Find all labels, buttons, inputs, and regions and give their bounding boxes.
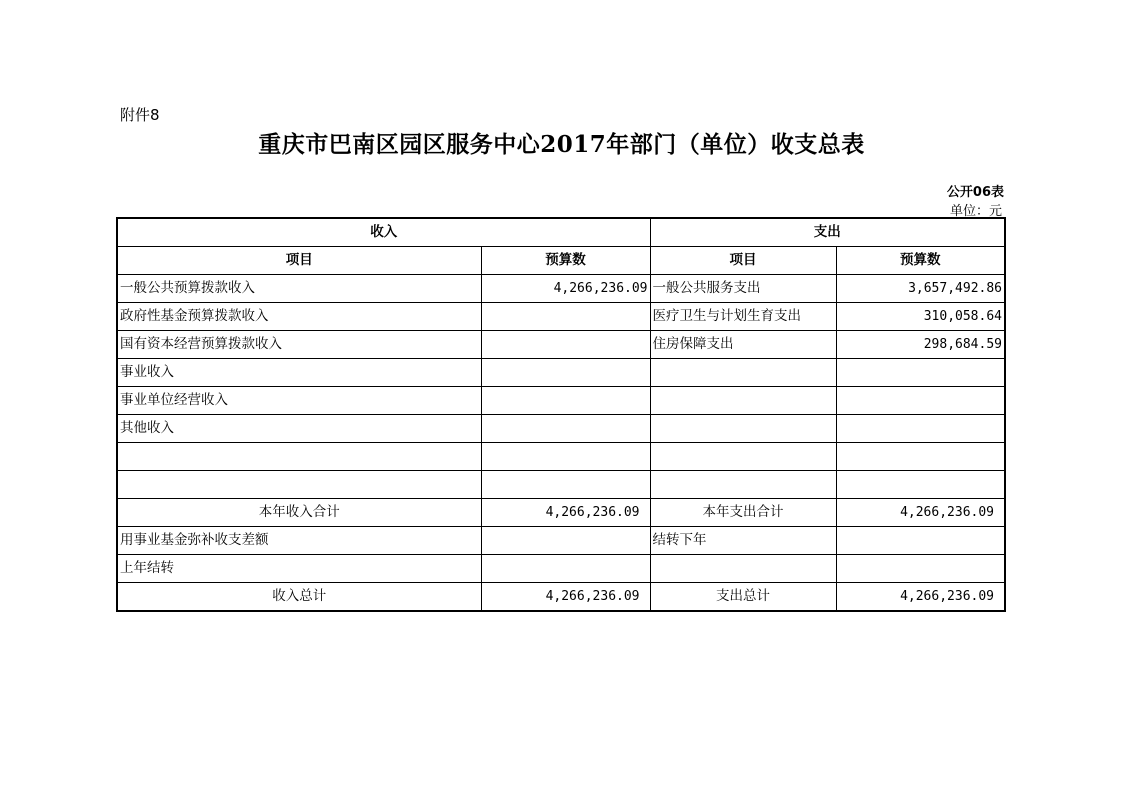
income-year-total-label: 本年收入合计 <box>117 499 481 527</box>
table-row <box>117 415 1005 443</box>
expenditure-grand-total-value: 4,266,236.09 <box>836 583 1005 612</box>
expenditure-item-header: 项目 <box>650 247 836 275</box>
expenditure-budget-header: 预算数 <box>836 247 1005 275</box>
expenditure-item-cell: 结转下年 <box>650 527 836 555</box>
table-code: 公开06表 <box>946 185 1004 200</box>
income-item-cell: 用事业基金弥补收支差额 <box>117 527 481 555</box>
expenditure-value-cell <box>836 415 1005 443</box>
unit-label: 单位：元 <box>949 204 1002 219</box>
expenditure-value-cell: 298,684.59 <box>836 331 1005 359</box>
table-row <box>117 275 1005 303</box>
expenditure-value-cell <box>836 471 1005 499</box>
income-header: 收入 <box>117 218 650 247</box>
income-item-cell <box>117 471 481 499</box>
budget-summary-table <box>116 217 1006 612</box>
income-value-cell <box>481 555 650 583</box>
income-budget-header: 预算数 <box>481 247 650 275</box>
expenditure-item-cell <box>650 471 836 499</box>
income-year-total-value: 4,266,236.09 <box>481 499 650 527</box>
table-row <box>117 359 1005 387</box>
carry-row <box>117 555 1005 583</box>
income-value-cell <box>481 527 650 555</box>
expenditure-value-cell <box>836 359 1005 387</box>
fund-row <box>117 527 1005 555</box>
expenditure-grand-total-label: 支出总计 <box>650 583 836 612</box>
expenditure-year-total-value: 4,266,236.09 <box>836 499 1005 527</box>
expenditure-item-cell <box>650 555 836 583</box>
expenditure-value-cell <box>836 527 1005 555</box>
table-row <box>117 387 1005 415</box>
expenditure-year-total-label: 本年支出合计 <box>650 499 836 527</box>
expenditure-item-cell: 一般公共服务支出 <box>650 275 836 303</box>
income-item-cell: 事业收入 <box>117 359 481 387</box>
attachment-label: 附件8 <box>120 106 160 124</box>
income-grand-total-label: 收入总计 <box>117 583 481 612</box>
expenditure-header: 支出 <box>650 218 1005 247</box>
expenditure-item-cell <box>650 415 836 443</box>
income-item-cell: 事业单位经营收入 <box>117 387 481 415</box>
income-item-cell: 政府性基金预算拨款收入 <box>117 303 481 331</box>
expenditure-value-cell <box>836 387 1005 415</box>
income-value-cell <box>481 443 650 471</box>
income-item-cell: 上年结转 <box>117 555 481 583</box>
income-item-cell: 国有资本经营预算拨款收入 <box>117 331 481 359</box>
income-item-cell: 其他收入 <box>117 415 481 443</box>
income-item-cell <box>117 443 481 471</box>
expenditure-value-cell <box>836 555 1005 583</box>
expenditure-item-cell <box>650 443 836 471</box>
expenditure-item-cell: 医疗卫生与计划生育支出 <box>650 303 836 331</box>
income-value-cell: 4,266,236.09 <box>481 275 650 303</box>
income-value-cell <box>481 359 650 387</box>
income-value-cell <box>481 303 650 331</box>
income-grand-total-value: 4,266,236.09 <box>481 583 650 612</box>
column-header-row <box>117 247 1005 275</box>
page-title: 重庆市巴南区园区服务中心2017年部门（单位）收支总表 <box>258 131 865 158</box>
section-header-row <box>117 218 1005 247</box>
grand-total-row <box>117 583 1005 612</box>
expenditure-value-cell: 310,058.64 <box>836 303 1005 331</box>
income-item-cell: 一般公共预算拨款收入 <box>117 275 481 303</box>
table-row <box>117 443 1005 471</box>
income-value-cell <box>481 331 650 359</box>
expenditure-value-cell <box>836 443 1005 471</box>
expenditure-value-cell: 3,657,492.86 <box>836 275 1005 303</box>
table-row <box>117 331 1005 359</box>
table-row <box>117 471 1005 499</box>
income-item-header: 项目 <box>117 247 481 275</box>
table-row <box>117 303 1005 331</box>
expenditure-item-cell: 住房保障支出 <box>650 331 836 359</box>
expenditure-item-cell <box>650 387 836 415</box>
table-body <box>117 218 1005 611</box>
income-value-cell <box>481 471 650 499</box>
income-value-cell <box>481 415 650 443</box>
income-value-cell <box>481 387 650 415</box>
year-total-row <box>117 499 1005 527</box>
expenditure-item-cell <box>650 359 836 387</box>
